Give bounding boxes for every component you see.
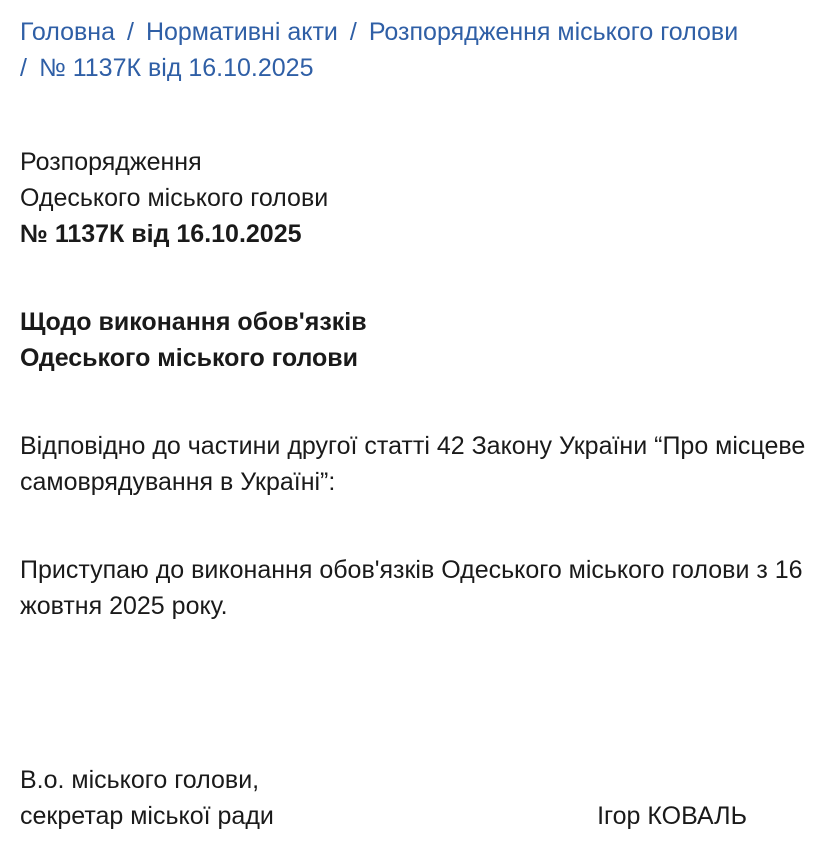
document-header [20,144,810,252]
document-title [20,304,810,376]
signature-block [20,762,810,834]
breadcrumb-current-link[interactable]: № 1137К від 16.10.2025 [38,54,314,82]
document-title-line2: Одеського міського голови [20,344,359,372]
signatory-name: Ігор КОВАЛЬ [597,802,747,830]
body-paragraph-2: Приступаю до виконання обов'язків Одеського міського голови з 16 жовтня 2025 року. [20,556,803,620]
document-number: № 1137К від 16.10.2025 [20,220,302,248]
document-type: Розпорядження [20,148,202,176]
breadcrumb-home-link[interactable]: Головна [20,18,115,46]
document-page [20,14,810,830]
signatory-position-line1: В.о. міського голови, [20,766,260,794]
document-title-line1: Щодо виконання обов'язків [20,308,367,336]
breadcrumb-acts-link[interactable]: Нормативні акти [145,18,338,46]
document-issuer: Одеського міського голови [20,184,329,212]
signatory-position-line2: секретар міської ради [20,802,274,830]
breadcrumb-orders-link[interactable]: Розпорядження міського голови [368,18,739,46]
breadcrumb [20,14,810,86]
body-paragraph-1: Відповідно до частини другої статті 42 Закону України “Про місцеве самоврядування в Україні”: [20,432,806,496]
breadcrumb-separator: / [349,18,357,46]
breadcrumb-separator: / [126,18,134,46]
breadcrumb-separator: / [20,54,27,82]
